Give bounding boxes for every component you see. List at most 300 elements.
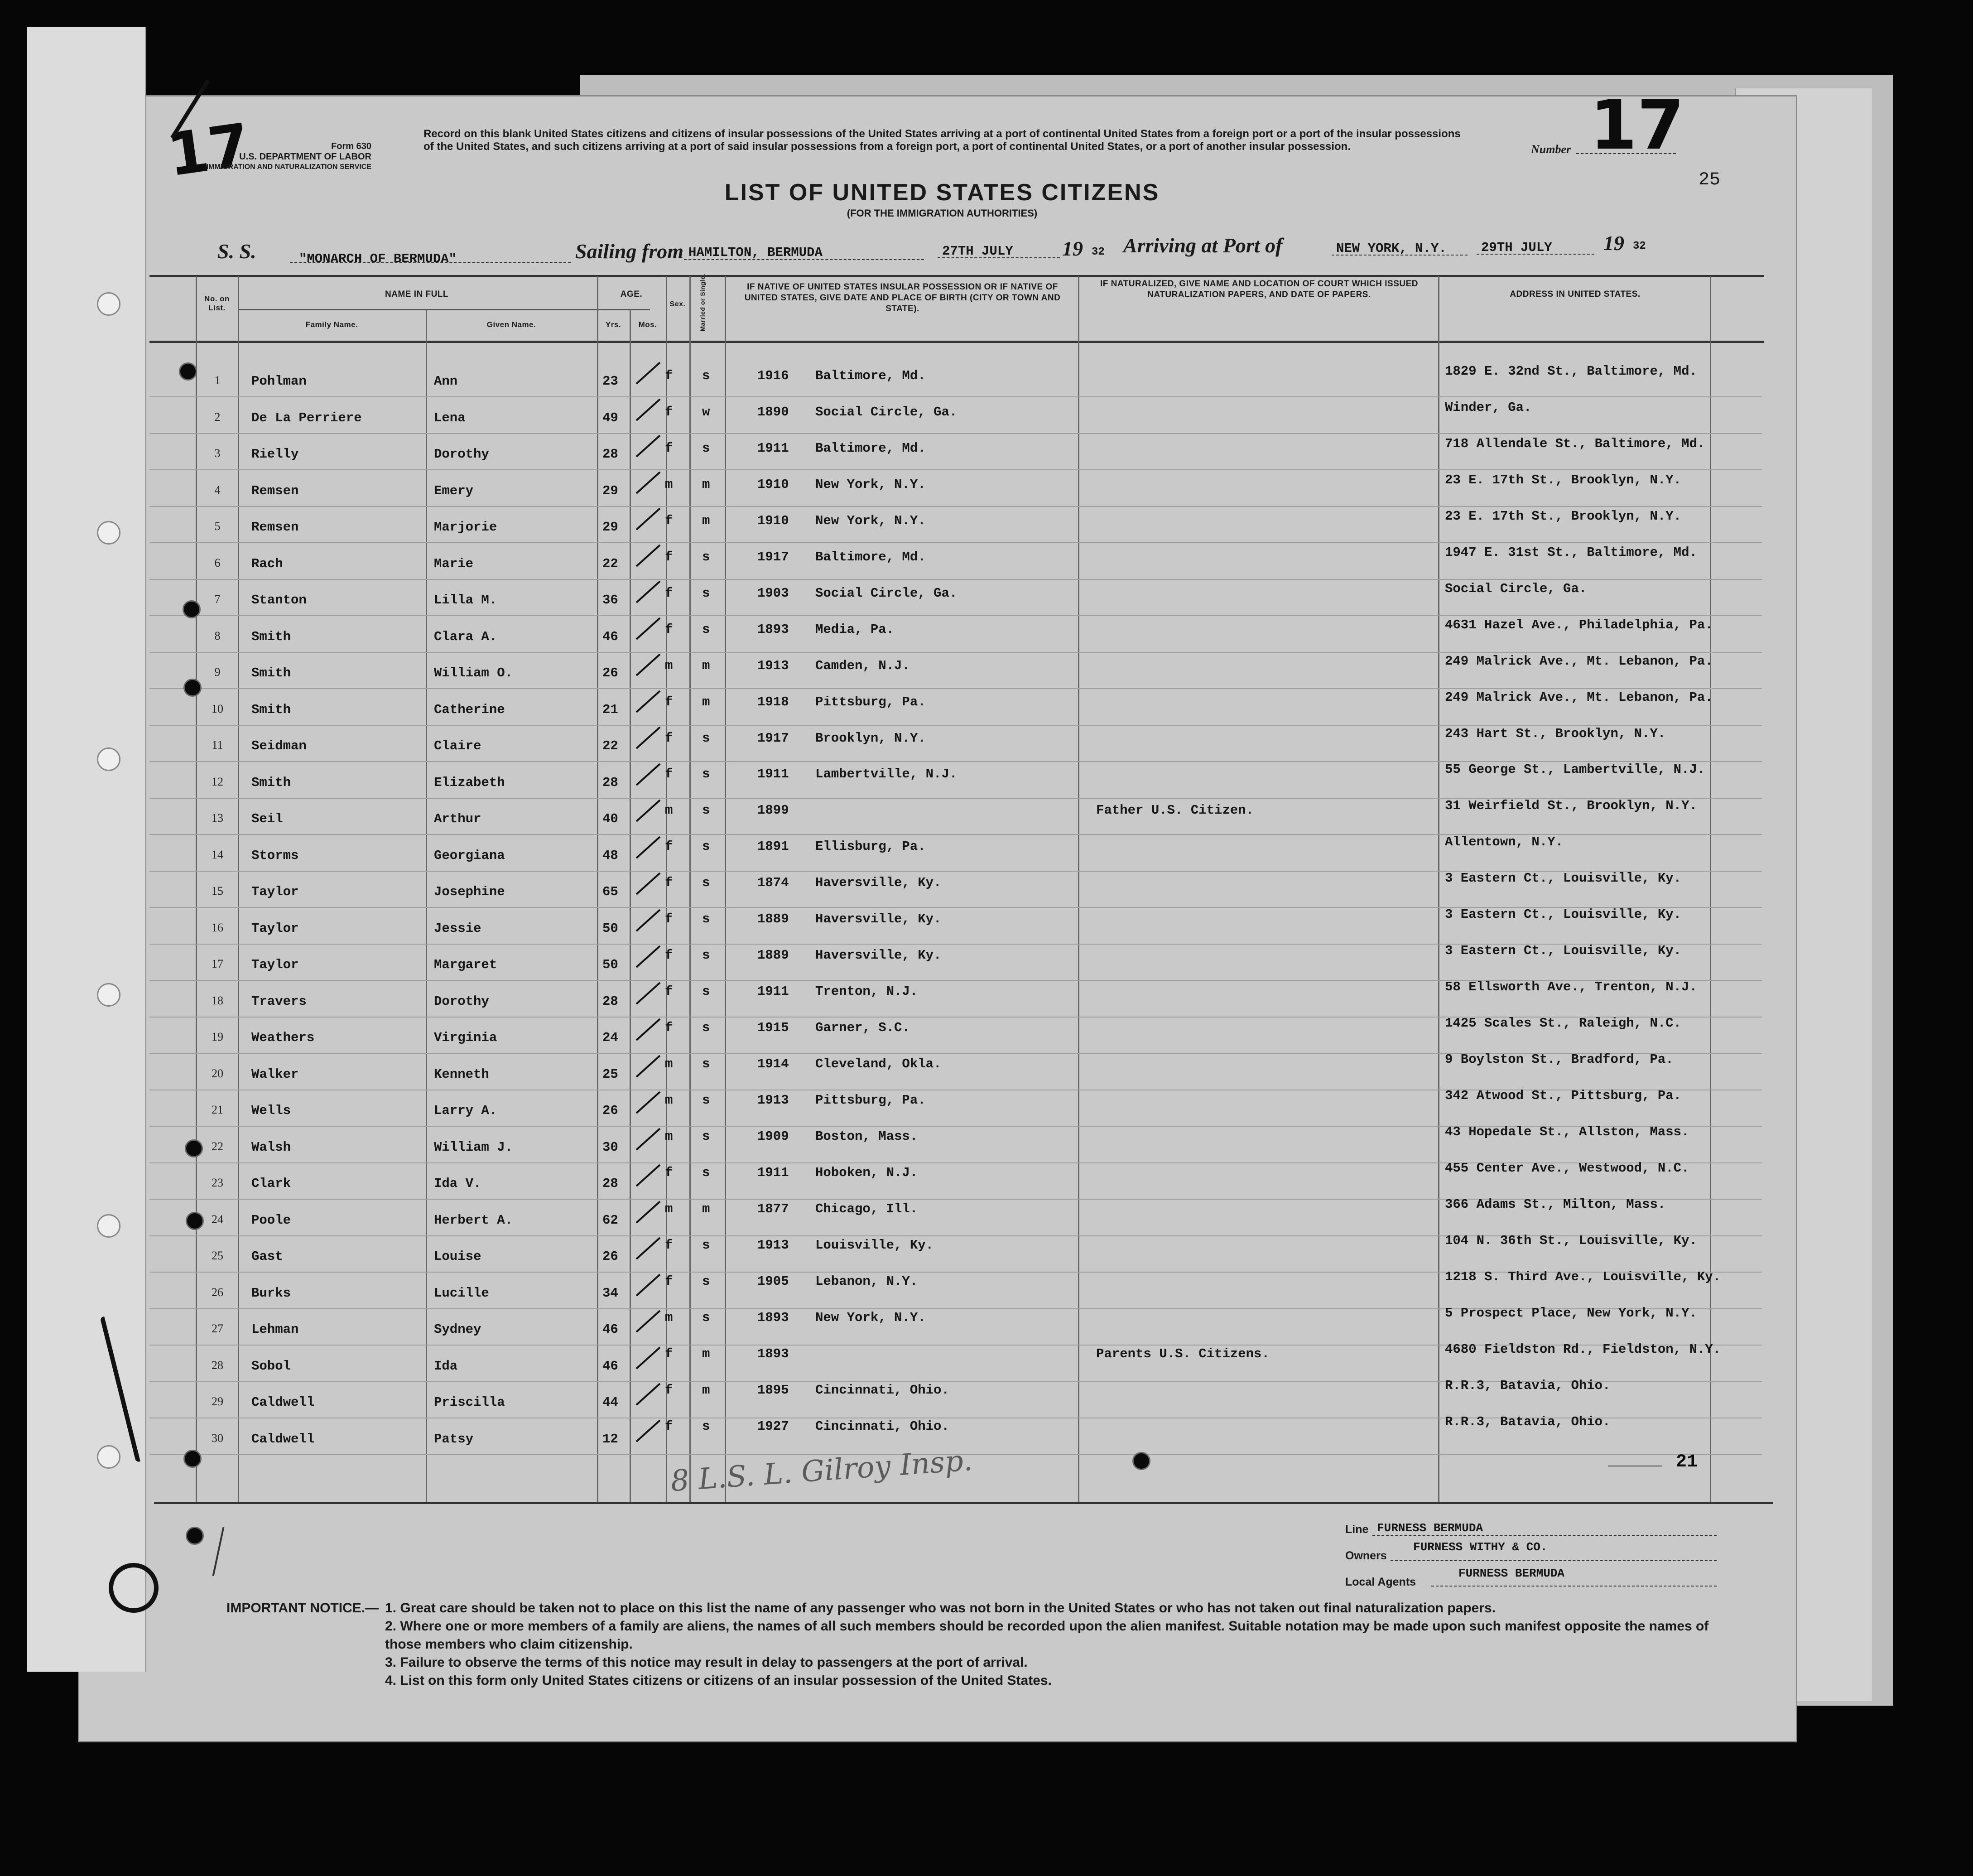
given-name: Sydney bbox=[434, 1322, 481, 1337]
birth-place: Brooklyn, N.Y. bbox=[815, 730, 926, 746]
birth-place: Baltimore, Md. bbox=[815, 549, 926, 564]
age-years: 23 bbox=[602, 374, 618, 389]
punch-hole bbox=[1132, 1452, 1150, 1470]
address: 58 Ellsworth Ave., Trenton, N.J. bbox=[1445, 979, 1697, 995]
address: 43 Hopedale St., Allston, Mass. bbox=[1445, 1124, 1689, 1139]
given-name: Emery bbox=[434, 483, 474, 498]
age-years: 29 bbox=[602, 520, 618, 535]
given-name: Marie bbox=[434, 556, 474, 571]
family-name: Weathers bbox=[251, 1030, 315, 1045]
sex: f bbox=[665, 549, 673, 564]
birth-place: Social Circle, Ga. bbox=[815, 404, 958, 420]
binder-hole bbox=[97, 292, 120, 316]
birth-place: New York, N.Y. bbox=[815, 1310, 926, 1325]
age-years: 22 bbox=[602, 738, 618, 753]
family-name: Clark bbox=[251, 1176, 291, 1191]
row-number: 16 bbox=[212, 921, 223, 934]
marital-status: m bbox=[702, 513, 710, 528]
age-years: 26 bbox=[602, 666, 618, 680]
age-years: 28 bbox=[602, 993, 618, 1009]
family-name: Smith bbox=[251, 702, 291, 717]
sail-date-underline bbox=[938, 257, 1060, 258]
sex: f bbox=[665, 984, 673, 999]
family-name: Seidman bbox=[251, 738, 307, 753]
family-name: Seil bbox=[251, 811, 283, 826]
row-number: 21 bbox=[212, 1103, 223, 1116]
marital-status: w bbox=[702, 404, 710, 420]
birth-year: 1915 bbox=[757, 1020, 789, 1036]
marital-status: s bbox=[702, 1020, 710, 1036]
age-years: 30 bbox=[602, 1139, 618, 1155]
sex: m bbox=[665, 1201, 673, 1216]
birth-year: 1877 bbox=[757, 1201, 789, 1216]
address: 23 E. 17th St., Brooklyn, N.Y. bbox=[1445, 508, 1682, 524]
address: 1829 E. 32nd St., Baltimore, Md. bbox=[1445, 364, 1697, 379]
punch-hole bbox=[185, 1139, 203, 1157]
owners-underline bbox=[1391, 1560, 1717, 1561]
marital-status: s bbox=[702, 1273, 710, 1289]
birth-year: 1889 bbox=[757, 911, 789, 927]
row-number: 1 bbox=[214, 374, 221, 387]
address: 342 Atwood St., Pittsburg, Pa. bbox=[1445, 1088, 1682, 1103]
address: 31 Weirfield St., Brooklyn, N.Y. bbox=[1445, 798, 1697, 814]
arrival-port-underline bbox=[1332, 255, 1468, 256]
form-subtitle: (FOR THE IMMIGRATION AUTHORITIES) bbox=[847, 207, 1038, 219]
table-row bbox=[0, 690, 1973, 738]
birth-year: 1927 bbox=[757, 1418, 789, 1434]
marital-status: s bbox=[702, 1237, 710, 1253]
sex: f bbox=[665, 1382, 673, 1398]
given-name: Ida bbox=[434, 1358, 458, 1374]
address: 3 Eastern Ct., Louisville, Ky. bbox=[1445, 907, 1682, 922]
address: Winder, Ga. bbox=[1445, 400, 1532, 415]
age-years: 24 bbox=[602, 1030, 618, 1045]
address: 243 Hart St., Brooklyn, N.Y. bbox=[1445, 726, 1666, 741]
marital-status: s bbox=[702, 368, 710, 383]
sex: f bbox=[665, 440, 673, 456]
birth-year: 1911 bbox=[757, 984, 789, 999]
header-bottom-rule bbox=[149, 341, 1764, 343]
row-number: 18 bbox=[212, 993, 223, 1007]
family-name: Rielly bbox=[251, 447, 299, 462]
sex: f bbox=[665, 1273, 673, 1289]
table-row bbox=[0, 798, 1973, 848]
age-years: 48 bbox=[602, 848, 618, 863]
line-label: Line bbox=[1345, 1523, 1369, 1536]
birth-place: Haversville, Ky. bbox=[815, 911, 942, 927]
given-name: Larry A. bbox=[434, 1103, 497, 1118]
family-name: Taylor bbox=[251, 921, 299, 936]
punch-hole bbox=[183, 1450, 202, 1468]
address: Social Circle, Ga. bbox=[1445, 581, 1587, 596]
table-row bbox=[0, 545, 1973, 593]
marital-status: s bbox=[702, 839, 710, 854]
passenger-total: 21 bbox=[1676, 1452, 1698, 1472]
marital-status: s bbox=[702, 1056, 710, 1072]
given-name: Dorothy bbox=[434, 993, 489, 1009]
marital-status: s bbox=[702, 767, 710, 782]
department-name: U.S. DEPARTMENT OF LABOR bbox=[239, 152, 371, 162]
birth-year: 1911 bbox=[757, 1165, 789, 1180]
col-header-yrs: Yrs. bbox=[605, 320, 621, 329]
given-name: Margaret bbox=[434, 957, 497, 972]
family-name: Walsh bbox=[251, 1139, 291, 1155]
row-number: 8 bbox=[214, 629, 221, 642]
punch-hole bbox=[179, 362, 197, 381]
row-number: 29 bbox=[212, 1395, 223, 1408]
birth-year: 1905 bbox=[757, 1273, 789, 1289]
age-years: 36 bbox=[602, 593, 618, 608]
table-row bbox=[0, 1160, 1973, 1212]
given-name: Virginia bbox=[434, 1030, 497, 1045]
age-years: 50 bbox=[602, 957, 618, 972]
row-number: 24 bbox=[212, 1212, 223, 1226]
table-top-rule bbox=[149, 275, 1764, 277]
birth-place: Cincinnati, Ohio. bbox=[815, 1418, 949, 1434]
marital-status: s bbox=[702, 1310, 710, 1325]
punch-hole bbox=[183, 600, 201, 618]
birth-place: Haversville, Ky. bbox=[815, 875, 942, 891]
marital-status: s bbox=[702, 948, 710, 963]
arrival-date: 29TH JULY bbox=[1481, 240, 1552, 255]
birth-year: 1895 bbox=[757, 1382, 789, 1398]
birth-year: 1918 bbox=[757, 694, 789, 709]
address: 366 Adams St., Milton, Mass. bbox=[1445, 1196, 1666, 1212]
notice-item: 2. Where one or more members of a family are aliens, the names of all such members should be recorded upon the alien manifest. Suitable notation may be made upon such manifest opposite the names of those members who claim citizenship. bbox=[385, 1619, 1709, 1652]
table-row bbox=[0, 1341, 1973, 1395]
sex: m bbox=[665, 1056, 673, 1072]
sex: f bbox=[665, 839, 673, 854]
age-years: 21 bbox=[602, 702, 618, 717]
birth-year: 1890 bbox=[757, 404, 789, 420]
notice-heading: IMPORTANT NOTICE.— bbox=[226, 1601, 379, 1616]
table-row bbox=[0, 364, 1973, 410]
address: 23 E. 17th St., Brooklyn, N.Y. bbox=[1445, 472, 1682, 487]
family-name: Storms bbox=[251, 848, 299, 863]
row-number: 22 bbox=[212, 1139, 223, 1153]
row-number: 9 bbox=[214, 666, 221, 679]
address: 249 Malrick Ave., Mt. Lebanon, Pa. bbox=[1445, 653, 1713, 669]
row-number: 23 bbox=[212, 1176, 223, 1189]
row-number: 19 bbox=[212, 1030, 223, 1043]
table-bottom-rule bbox=[154, 1502, 1773, 1504]
given-name: Georgiana bbox=[434, 848, 505, 863]
birth-place: Boston, Mass. bbox=[815, 1128, 918, 1144]
family-name: Taylor bbox=[251, 957, 299, 972]
given-name: Priscilla bbox=[434, 1395, 505, 1410]
birth-year: 1917 bbox=[757, 730, 789, 746]
marital-status: m bbox=[702, 1201, 710, 1216]
birth-place: Hoboken, N.J. bbox=[815, 1165, 918, 1180]
address: 4631 Hazel Ave., Philadelphia, Pa. bbox=[1445, 617, 1713, 632]
row-number: 26 bbox=[212, 1285, 223, 1299]
given-name: Louise bbox=[434, 1249, 481, 1264]
col-header-sex: Sex. bbox=[669, 300, 686, 308]
arrive-year: 32 bbox=[1633, 240, 1646, 252]
address: 3 Eastern Ct., Louisville, Ky. bbox=[1445, 871, 1682, 886]
marital-status: s bbox=[702, 1128, 710, 1144]
agents-underline bbox=[1431, 1586, 1717, 1587]
sex: f bbox=[665, 730, 673, 746]
ss-label: S. S. bbox=[217, 240, 256, 263]
birth-year: 1913 bbox=[757, 1237, 789, 1253]
line-underline bbox=[1372, 1535, 1717, 1536]
row-number: 20 bbox=[212, 1066, 223, 1080]
col-header-given: Given Name. bbox=[486, 320, 536, 329]
sex: f bbox=[665, 1418, 673, 1434]
sex: f bbox=[665, 368, 673, 383]
address: 455 Center Ave., Westwood, N.C. bbox=[1445, 1160, 1689, 1176]
address: 55 George St., Lambertville, N.J. bbox=[1445, 762, 1705, 777]
age-years: 46 bbox=[602, 1358, 618, 1374]
marital-status: m bbox=[702, 1382, 710, 1398]
row-number: 28 bbox=[212, 1358, 223, 1372]
sail-date: 27TH JULY bbox=[942, 244, 1013, 259]
row-number: 10 bbox=[212, 702, 223, 715]
inspector-signature: 8 L.S. L. Gilroy Insp. bbox=[669, 1443, 974, 1499]
birth-year: 1913 bbox=[757, 658, 789, 673]
age-header-rule bbox=[597, 309, 648, 310]
family-name: Burks bbox=[251, 1285, 291, 1301]
row-number: 3 bbox=[214, 447, 221, 460]
family-name: Sobol bbox=[251, 1358, 291, 1374]
birth-place: New York, N.Y. bbox=[815, 513, 926, 528]
given-name: Marjorie bbox=[434, 520, 497, 535]
birth-year: 1903 bbox=[757, 585, 789, 601]
row-number: 15 bbox=[212, 884, 223, 897]
sex: f bbox=[665, 622, 673, 637]
age-years: 22 bbox=[602, 556, 618, 571]
punch-hole bbox=[186, 1527, 204, 1545]
birth-year: 1891 bbox=[757, 839, 789, 854]
birth-place: Pittsburg, Pa. bbox=[815, 694, 926, 709]
departure-underline bbox=[684, 259, 924, 260]
naturalization-note: Parents U.S. Citizens. bbox=[1096, 1346, 1270, 1361]
sex: m bbox=[665, 477, 673, 492]
age-years: 44 bbox=[602, 1395, 618, 1410]
given-name: Arthur bbox=[434, 811, 481, 826]
family-name: Walker bbox=[251, 1066, 299, 1082]
col-header-address: ADDRESS IN UNITED STATES. bbox=[1510, 289, 1641, 299]
sex: m bbox=[665, 1128, 673, 1144]
sex: m bbox=[665, 1310, 673, 1325]
birth-year: 1914 bbox=[757, 1056, 789, 1072]
row-number: 13 bbox=[212, 811, 223, 825]
birth-year: 1913 bbox=[757, 1093, 789, 1108]
family-name: Caldwell bbox=[251, 1431, 315, 1447]
form-number: Form 630 bbox=[331, 141, 371, 151]
age-years: 46 bbox=[602, 629, 618, 644]
address: 3 Eastern Ct., Louisville, Ky. bbox=[1445, 943, 1682, 959]
number-label: Number bbox=[1531, 143, 1571, 156]
family-name: Smith bbox=[251, 775, 291, 790]
given-name: Catherine bbox=[434, 702, 505, 717]
row-number: 17 bbox=[212, 957, 223, 970]
family-name: De La Perriere bbox=[251, 410, 362, 425]
family-name: Smith bbox=[251, 666, 291, 680]
given-name: Clara A. bbox=[434, 629, 497, 644]
sail-year: 32 bbox=[1092, 246, 1105, 258]
age-years: 26 bbox=[602, 1103, 618, 1118]
birth-place: Haversville, Ky. bbox=[815, 948, 942, 963]
list-number: 17 bbox=[1590, 86, 1684, 165]
address: R.R.3, Batavia, Ohio. bbox=[1445, 1414, 1611, 1429]
marital-status: s bbox=[702, 549, 710, 564]
sex: f bbox=[665, 767, 673, 782]
naturalization-note: Father U.S. Citizen. bbox=[1096, 803, 1254, 818]
given-name: William J. bbox=[434, 1139, 513, 1155]
given-name: Dorothy bbox=[434, 447, 489, 462]
punch-hole bbox=[186, 1212, 204, 1230]
marital-status: s bbox=[702, 440, 710, 456]
marital-status: s bbox=[702, 984, 710, 999]
given-name: Josephine bbox=[434, 884, 505, 899]
age-years: 29 bbox=[602, 483, 618, 498]
birth-place: Social Circle, Ga. bbox=[815, 585, 958, 601]
birth-place: Lambertville, N.J. bbox=[815, 767, 958, 782]
notice-item: 3. Failure to observe the terms of this notice may result in delay to passengers at the port of arrival. bbox=[385, 1655, 1028, 1670]
birth-place: Camden, N.J. bbox=[815, 658, 910, 673]
row-number: 14 bbox=[212, 848, 223, 861]
address: 4680 Fieldston Rd., Fieldston, N.Y. bbox=[1445, 1341, 1721, 1357]
row-number: 7 bbox=[214, 593, 221, 606]
col-header-birth: IF NATIVE OF UNITED STATES INSULAR POSSESSION OR IF NATIVE OF UNITED STATES, GIVE DATE AND PLACE OF BIRTH (CITY OR TOWN AND STATE). bbox=[744, 282, 1061, 313]
row-number: 27 bbox=[212, 1322, 223, 1335]
table-row bbox=[0, 1378, 1973, 1431]
age-years: 65 bbox=[602, 884, 618, 899]
sex: f bbox=[665, 1237, 673, 1253]
family-name: Remsen bbox=[251, 520, 299, 535]
age-years: 28 bbox=[602, 1176, 618, 1191]
line-value: FURNESS BERMUDA bbox=[1377, 1521, 1483, 1535]
birth-year: 1910 bbox=[757, 477, 789, 492]
family-name: Lehman bbox=[251, 1322, 299, 1337]
family-name: Smith bbox=[251, 629, 291, 644]
marital-status: s bbox=[702, 1165, 710, 1180]
row-number: 2 bbox=[214, 410, 221, 424]
row-number: 25 bbox=[212, 1249, 223, 1262]
birth-year: 1911 bbox=[757, 440, 789, 456]
family-name: Wells bbox=[251, 1103, 291, 1118]
birth-place: New York, N.Y. bbox=[815, 477, 926, 492]
corner-list-number: 17 bbox=[163, 110, 254, 190]
family-name: Remsen bbox=[251, 483, 299, 498]
row-number: 4 bbox=[214, 483, 221, 497]
marital-status: m bbox=[702, 658, 710, 673]
marital-status: s bbox=[702, 585, 710, 601]
sex: f bbox=[665, 1346, 673, 1361]
given-name: Elizabeth bbox=[434, 775, 505, 790]
birth-place: Cleveland, Okla. bbox=[815, 1056, 942, 1072]
given-name: Herbert A. bbox=[434, 1212, 513, 1228]
row-number: 11 bbox=[212, 738, 223, 752]
address: 249 Malrick Ave., Mt. Lebanon, Pa. bbox=[1445, 690, 1713, 705]
marital-status: s bbox=[702, 1418, 710, 1434]
marital-status: m bbox=[702, 694, 710, 709]
col-header-mos: Mos. bbox=[638, 320, 657, 329]
form-instructions: Record on this blank United States citizens and citizens of insular possessions of the United States arriving at a port of continental United States from a foreign port or a port of the insular possessions of the United States, and such citizens arriving at a port of said insular possessions from a foreign port, a port of continental United States, or a port of another insular possession. bbox=[423, 128, 1461, 153]
punch-hole bbox=[183, 679, 202, 697]
age-years: 26 bbox=[602, 1249, 618, 1264]
owners-value: FURNESS WITHY & CO. bbox=[1413, 1540, 1548, 1554]
age-years: 12 bbox=[602, 1431, 618, 1447]
marital-status: m bbox=[702, 1346, 710, 1361]
age-years: 50 bbox=[602, 921, 618, 936]
birth-place: Garner, S.C. bbox=[815, 1020, 910, 1036]
birth-place: Louisville, Ky. bbox=[815, 1237, 934, 1253]
given-name: Patsy bbox=[434, 1431, 474, 1447]
col-header-naturalized: IF NATURALIZED, GIVE NAME AND LOCATION OF COURT WHICH ISSUED NATURALIZATION PAPERS, AND DATE OF PAPERS. bbox=[1100, 279, 1418, 299]
address: Allentown, N.Y. bbox=[1445, 834, 1564, 850]
family-name: Stanton bbox=[251, 593, 307, 608]
col-header-family: Family Name. bbox=[305, 320, 358, 329]
notice-item: 4. List on this form only United States citizens or citizens of an insular possession of the United States. bbox=[385, 1673, 1052, 1688]
arrival-date-underline bbox=[1477, 254, 1594, 255]
arriving-label: Arriving at Port of bbox=[1123, 234, 1283, 257]
family-name: Pohlman bbox=[251, 374, 307, 389]
sex: f bbox=[665, 1020, 673, 1036]
sex: f bbox=[665, 1165, 673, 1180]
marital-status: s bbox=[702, 803, 710, 818]
family-name: Rach bbox=[251, 556, 283, 571]
birth-year: 1893 bbox=[757, 1310, 789, 1325]
marital-status: s bbox=[702, 875, 710, 891]
family-name: Travers bbox=[251, 993, 307, 1009]
agents-label: Local Agents bbox=[1345, 1576, 1416, 1588]
birth-year: 1911 bbox=[757, 767, 789, 782]
ship-underline bbox=[290, 262, 571, 263]
sex: f bbox=[665, 911, 673, 927]
row-number: 5 bbox=[214, 520, 221, 533]
notice-item: 1. Great care should be taken not to place on this list the name of any passenger who was not born in the United States or who has not taken out final naturalization papers. bbox=[385, 1601, 1496, 1616]
sex: f bbox=[665, 585, 673, 601]
address: 1218 S. Third Ave., Louisville, Ky. bbox=[1445, 1269, 1721, 1284]
birth-year: 1909 bbox=[757, 1128, 789, 1144]
sex: f bbox=[665, 875, 673, 891]
address: R.R.3, Batavia, Ohio. bbox=[1445, 1378, 1611, 1393]
sex: f bbox=[665, 948, 673, 963]
age-years: 25 bbox=[602, 1066, 618, 1082]
sex: f bbox=[665, 694, 673, 709]
age-years: 34 bbox=[602, 1285, 618, 1301]
age-years: 40 bbox=[602, 811, 618, 826]
birth-place: Lebanon, N.Y. bbox=[815, 1273, 918, 1289]
row-number: 30 bbox=[212, 1431, 223, 1445]
col-header-married: Married or Single. bbox=[699, 274, 706, 332]
arrive-year-prefix: 19 bbox=[1603, 231, 1624, 255]
owners-label: Owners bbox=[1345, 1549, 1387, 1562]
row-number: 12 bbox=[212, 775, 223, 788]
ship-name: "MONARCH OF BERMUDA" bbox=[299, 251, 457, 266]
age-years: 28 bbox=[602, 447, 618, 462]
marital-status: s bbox=[702, 1093, 710, 1108]
birth-place: Chicago, Ill. bbox=[815, 1201, 918, 1216]
row-number: 6 bbox=[214, 556, 221, 569]
agents-value: FURNESS BERMUDA bbox=[1458, 1567, 1565, 1580]
given-name: Jessie bbox=[434, 921, 481, 936]
given-name: Lena bbox=[434, 410, 466, 425]
birth-place: Media, Pa. bbox=[815, 622, 895, 637]
birth-year: 1899 bbox=[757, 803, 789, 818]
family-name: Gast bbox=[251, 1249, 283, 1264]
address: 104 N. 36th St., Louisville, Ky. bbox=[1445, 1233, 1697, 1248]
birth-year: 1893 bbox=[757, 1346, 789, 1361]
sex: f bbox=[665, 404, 673, 420]
sex: m bbox=[665, 803, 673, 818]
given-name: Claire bbox=[434, 738, 481, 753]
marital-status: s bbox=[702, 911, 710, 927]
form-title: LIST OF UNITED STATES CITIZENS bbox=[724, 179, 1160, 206]
